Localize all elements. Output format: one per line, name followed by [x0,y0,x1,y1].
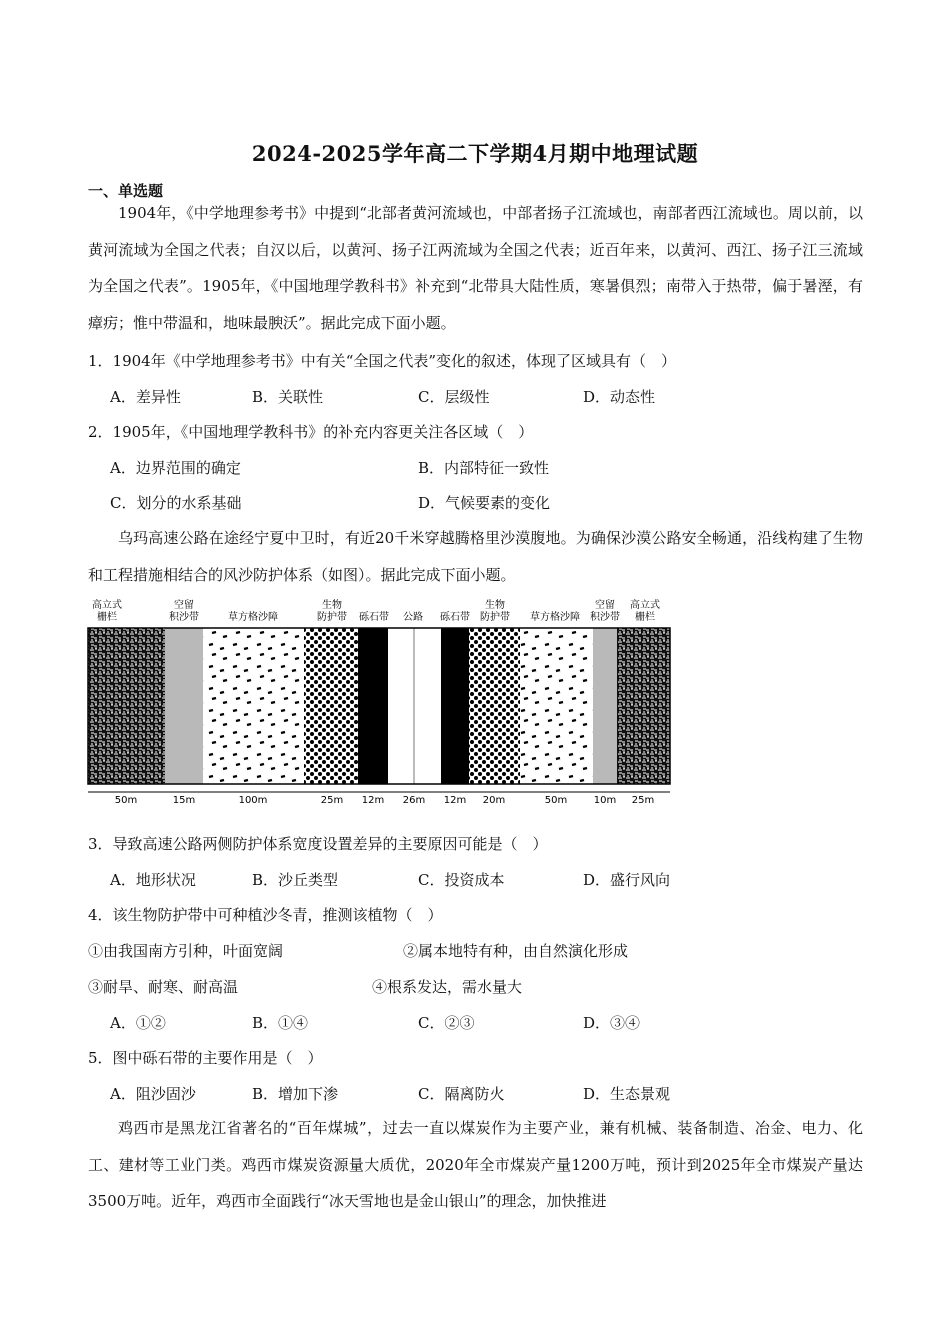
label-bio-left-2: 防护带 [317,612,347,623]
label-grass-right: 草方格沙障 [530,612,580,623]
q4-statement-4: ④根系发达，需水量大 [372,978,523,996]
q1-option-b: B．关联性 [252,388,324,406]
q1-option-a: A．差异性 [110,388,181,406]
label-fence-right-2: 栅栏 [635,612,655,623]
q2-option-a: A．边界范围的确定 [110,459,241,477]
q5-option-c: C．隔离防火 [418,1085,505,1103]
label-bio-right-2: 防护带 [480,612,510,623]
label-bio-left-1: 生物 [322,600,342,611]
width-empty-left: 15m [172,795,196,806]
label-empty-right-1: 空留 [595,600,615,611]
band-bio-right [469,628,520,784]
label-fence-left-1: 高立式 [92,600,122,611]
width-bio-right: 20m [482,795,506,806]
zone-bands [88,628,670,792]
q5-option-a: A．阻沙固沙 [110,1085,196,1103]
band-grass-right [520,628,593,784]
passage-2: 乌玛高速公路在途经宁夏中卫时，有近20千米穿越腾格里沙漠腹地。为确保沙漠公路安全畅通，沿线构建了生物和工程措施相结合的风沙防护体系（如图）。据此完成下面小题。 [88,529,863,584]
q1-option-c: C．层级性 [418,388,490,406]
sand-protection-diagram [86,596,672,806]
question-4-stem: 4．该生物防护带中可种植沙冬青，推测该植物（ ） [88,906,443,924]
q4-option-b: B．①④ [252,1014,309,1032]
label-gravel-left: 砾石带 [359,612,389,623]
exam-title: 2024-2025学年高二下学期4月期中地理试题 [251,141,699,166]
label-empty-left-1: 空留 [174,600,194,611]
width-fence-left: 50m [114,795,138,806]
section-heading: 一、单选题 [88,182,164,200]
band-fence-right [617,628,670,784]
q3-option-c: C．投资成本 [418,871,505,889]
label-road: 公路 [403,612,423,623]
label-empty-right-2: 积沙带 [590,612,620,623]
q1-option-d: D．动态性 [583,388,656,406]
question-2-stem: 2．1905年，《中国地理学教科书》的补充内容更关注各区域（ ） [88,423,534,441]
label-fence-right-1: 高立式 [630,600,660,611]
width-empty-right: 10m [593,795,617,806]
q5-option-d: D．生态景观 [583,1085,671,1103]
band-bio-left [304,628,358,784]
label-empty-left-2: 积沙带 [169,612,199,623]
width-grass-right: 50m [544,795,568,806]
q5-option-b: B．增加下渗 [252,1085,339,1103]
passage-1: 1904年，《中学地理参考书》中提到“北部者黄河流域也，中部者扬子江流域也，南部者西江流域也。周以前，以黄河流域为全国之代表；自汉以后，以黄河、扬子江两流域为全国之代表；近百年来，以黄河、西江、扬子江三流域为全国之代表”。1905年，《中国地理学教科书》补充到“北带具大陆性质，寒暑俱烈；南带入于热带，偏于暑溼，有瘴疠；惟中带温和，地味最腴沃”。据此完成下面小题。 [88,204,863,332]
passage-3: 鸡西市是黑龙江省著名的“百年煤城”，过去一直以煤炭作为主要产业，兼有机械、装备制造、冶金、电力、化工、建材等工业门类。鸡西市煤炭资源量大质优，2020年全市煤炭产量1200万吨，预计到2025年全市煤炭产量达3500万吨。近年，鸡西市全面践行“冰天雪地也是金山银山”的理念，加快推进 [88,1119,863,1210]
q3-option-b: B．沙丘类型 [252,871,339,889]
question-1-stem: 1．1904年《中学地理参考书》中有关“全国之代表”变化的叙述，体现了区域具有（ ） [88,352,677,370]
band-grass-left [203,628,304,784]
q4-statement-2: ②属本地特有种，由自然演化形成 [403,942,629,960]
q4-option-d: D．③④ [583,1014,641,1032]
label-fence-left-2: 栅栏 [97,612,117,623]
width-gravel-left: 12m [361,795,385,806]
q2-option-b: B．内部特征一致性 [418,459,550,477]
q3-option-d: D．盛行风向 [583,871,671,889]
q3-option-a: A．地形状况 [110,871,196,889]
band-gravel-left [358,628,388,784]
question-5-stem: 5．图中砾石带的主要作用是（ ） [88,1049,323,1067]
band-empty-left [165,628,203,784]
band-fence-left [88,628,165,784]
label-gravel-right: 砾石带 [440,612,470,623]
question-3-stem: 3．导致高速公路两侧防护体系宽度设置差异的主要原因可能是（ ） [88,835,548,853]
q4-statement-3: ③耐旱、耐寒、耐高温 [88,978,239,996]
band-empty-right [593,628,617,784]
width-bio-left: 25m [320,795,344,806]
label-grass-left: 草方格沙障 [228,612,278,623]
q2-option-d: D．气候要素的变化 [418,494,551,512]
width-gravel-right: 12m [443,795,467,806]
zone-widths [115,795,654,806]
width-grass-left: 100m [238,795,268,806]
q4-statement-1: ①由我国南方引种，叶面宽阔 [88,942,284,960]
zone-labels [92,598,660,623]
band-gravel-right [441,628,469,784]
width-fence-right: 25m [631,795,655,806]
q4-option-a: A．①② [110,1014,166,1032]
width-road: 26m [402,795,426,806]
q4-option-c: C．②③ [418,1014,475,1032]
q2-option-c: C．划分的水系基础 [110,494,242,512]
label-bio-right-1: 生物 [485,600,505,611]
